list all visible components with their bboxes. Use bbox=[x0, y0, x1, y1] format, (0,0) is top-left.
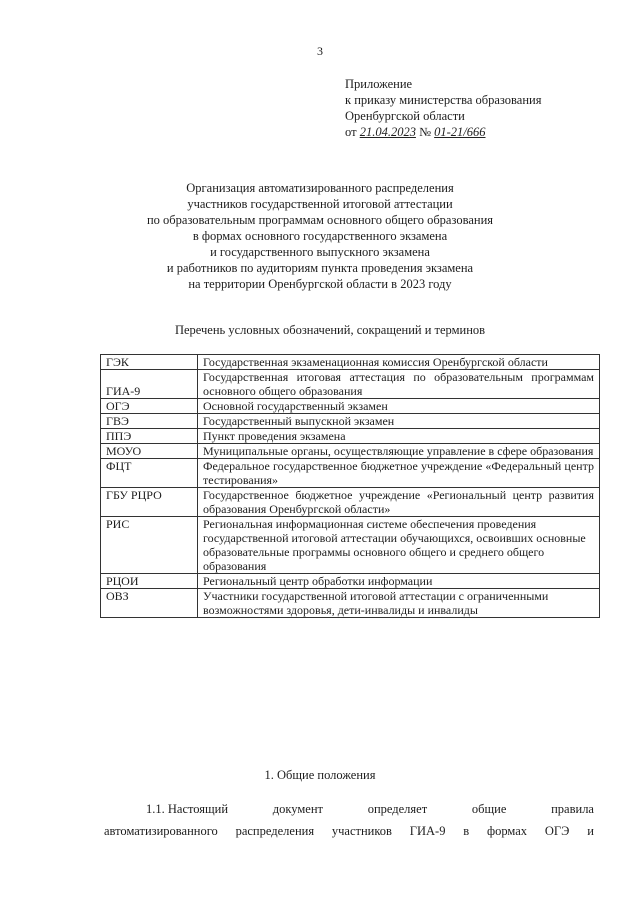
term-abbr: РИС bbox=[101, 517, 198, 574]
number-label: № bbox=[419, 125, 431, 139]
term-definition: Федеральное государственное бюджетное учреждение «Федеральный центр тестирования» bbox=[198, 459, 600, 488]
table-row bbox=[101, 517, 600, 574]
appendix-order-line bbox=[345, 124, 625, 140]
word: ГИА-9 bbox=[409, 824, 446, 838]
title-line-5: и государственного выпускного экзамена bbox=[210, 245, 430, 259]
title-line-1: Организация автоматизированного распределения bbox=[186, 181, 454, 195]
term-definition: Государственный выпускной экзамен bbox=[198, 414, 600, 429]
terms-table bbox=[100, 354, 600, 618]
term-abbr: ГВЭ bbox=[101, 414, 198, 429]
table-row bbox=[101, 399, 600, 414]
page-number: 3 bbox=[317, 44, 323, 58]
term-definition: Государственная экзаменационная комиссия Оренбургской области bbox=[198, 355, 600, 370]
word: автоматизированного bbox=[104, 824, 218, 838]
term-definition: Региональный центр обработки информации bbox=[198, 574, 600, 589]
term-abbr: ОВЗ bbox=[101, 589, 198, 618]
appendix-block bbox=[345, 76, 625, 140]
term-definition: Пункт проведения экзамена bbox=[198, 429, 600, 444]
term-abbr: ППЭ bbox=[101, 429, 198, 444]
paragraph-line-2 bbox=[104, 820, 594, 842]
word: формах bbox=[487, 824, 528, 838]
term-abbr: ГИА-9 bbox=[101, 370, 198, 399]
table-row bbox=[101, 488, 600, 517]
appendix-line-1: Приложение bbox=[345, 77, 413, 91]
term-abbr: ОГЭ bbox=[101, 399, 198, 414]
title-line-7: на территории Оренбургской области в 2023 году bbox=[188, 277, 452, 291]
term-abbr: ГЭК bbox=[101, 355, 198, 370]
term-abbr: ГБУ РЦРО bbox=[101, 488, 198, 517]
term-abbr: РЦОИ bbox=[101, 574, 198, 589]
from-label: от bbox=[345, 125, 357, 139]
terms-heading: Перечень условных обозначений, сокращений и терминов bbox=[174, 323, 486, 337]
word: общие bbox=[471, 802, 507, 816]
term-definition: Государственное бюджетное учреждение «Региональный центр развития образования Оренбургской области» bbox=[198, 488, 600, 517]
order-number: 01-21/666 bbox=[434, 125, 486, 139]
table-row bbox=[101, 370, 600, 399]
section-paragraph bbox=[104, 798, 594, 842]
table-row bbox=[101, 589, 600, 618]
order-date: 21.04.2023 bbox=[359, 125, 416, 139]
word: правила bbox=[551, 802, 594, 816]
word: 1.1. Настоящий bbox=[146, 802, 229, 816]
term-definition: Государственная итоговая аттестация по образовательным программам основного общего образования bbox=[198, 370, 600, 399]
document-title bbox=[100, 180, 540, 292]
word: участников bbox=[331, 824, 392, 838]
paragraph-line-1 bbox=[104, 798, 594, 820]
term-abbr: МОУО bbox=[101, 444, 198, 459]
table-row bbox=[101, 429, 600, 444]
appendix-line-3: Оренбургской области bbox=[345, 109, 465, 123]
appendix-line-2: к приказу министерства образования bbox=[345, 93, 542, 107]
term-definition: Региональная информационная системе обеспечения проведения государственной итоговой аттестации обучающихся, освоивших основные образовательные программы основного общего и среднего общего образования bbox=[198, 517, 600, 574]
title-line-3: по образовательным программам основного общего образования bbox=[146, 213, 494, 227]
word: ОГЭ bbox=[544, 824, 570, 838]
word: распределения bbox=[235, 824, 315, 838]
table-row bbox=[101, 355, 600, 370]
table-row bbox=[101, 574, 600, 589]
word: документ bbox=[272, 802, 323, 816]
section-heading: 1. Общие положения bbox=[264, 768, 376, 782]
table-row bbox=[101, 414, 600, 429]
word: в bbox=[463, 824, 470, 838]
title-line-6: и работников по аудиториям пункта проведения экзамена bbox=[166, 261, 474, 275]
title-line-4: в формах основного государственного экзамена bbox=[192, 229, 448, 243]
title-line-2: участников государственной итоговой аттестации bbox=[187, 197, 453, 211]
word: определяет bbox=[367, 802, 428, 816]
word: и bbox=[587, 824, 594, 838]
term-definition: Участники государственной итоговой аттестации с ограниченными возможностями здоровья, дети-инвалиды и инвалиды bbox=[198, 589, 600, 618]
term-abbr: ФЦТ bbox=[101, 459, 198, 488]
table-row bbox=[101, 444, 600, 459]
term-definition: Основной государственный экзамен bbox=[198, 399, 600, 414]
table-row bbox=[101, 459, 600, 488]
term-definition: Муниципальные органы, осуществляющие управление в сфере образования bbox=[198, 444, 600, 459]
